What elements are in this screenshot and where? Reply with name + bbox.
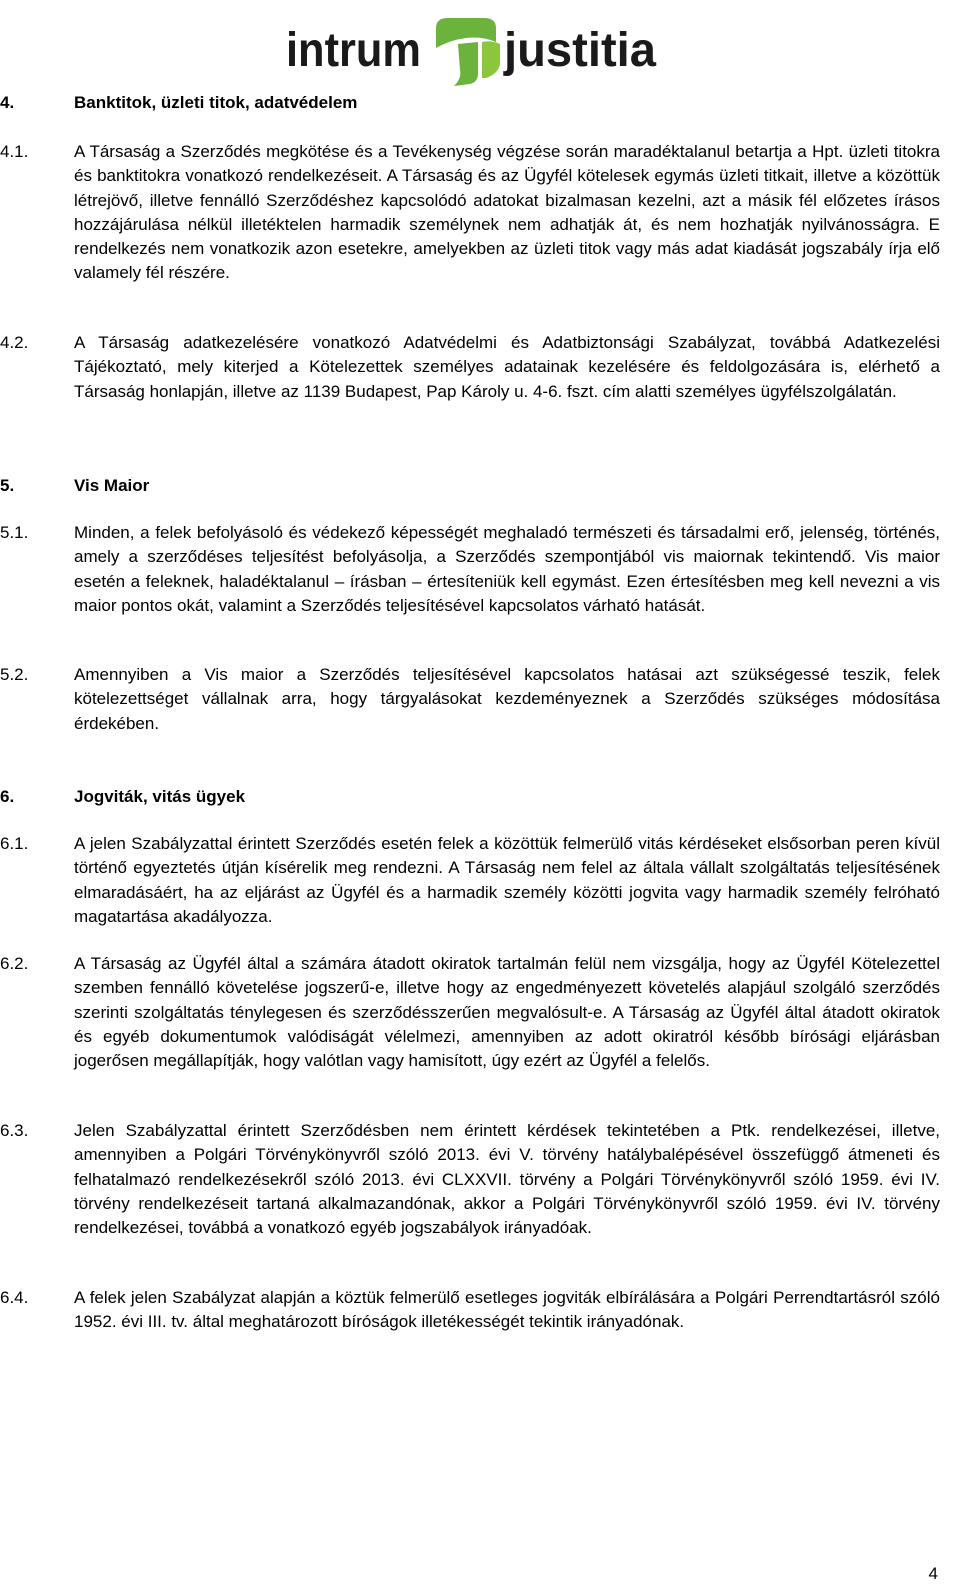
section-title: Banktitok, üzleti titok, adatvédelem xyxy=(74,93,358,112)
paragraph-number: 6.3. xyxy=(0,1121,29,1140)
section-number: 5. xyxy=(0,476,15,495)
paragraph-text: Jelen Szabályzattal érintett Szerződésben nem érintett kérdések tekintetében a Ptk. rendelkezései, illetve, amennyiben a Polgári Törvénykönyvről szóló 2013. évi V. törvény hatálybalépésével összefüggő átmeneti és felhatalmazó rendelkezésekről szóló 2013. évi CLXXVII. törvény a Polgári Törvénykönyvről szóló 1959. évi IV. törvény rendelkezéseit tartaná alkalmazandónak, akkor a Polgári Törvénykönyvről szóló 1959. évi IV. törvény rendelkezései, továbbá a vonatkozó egyéb jogszabályok irányadóak. xyxy=(74,1121,940,1238)
paragraph-number: 6.2. xyxy=(0,954,29,973)
paragraph-text: A Társaság adatkezelésére vonatkozó Adatvédelmi és Adatbiztonsági Szabályzat, továbbá Adatkezelési Tájékoztató, mely kiterjed a Kötelezettek személyes adatainak kezelésére és feldolgozására is, elérhető a Társaság honlapján, illetve az 1139 Budapest, Pap Károly u. 4-6. fszt. cím alatti személyes ügyfélszolgálatán. xyxy=(74,333,940,401)
section-heading xyxy=(0,785,245,809)
paragraph-number: 5.1. xyxy=(0,523,29,542)
logo-emblem-icon xyxy=(436,18,500,86)
paragraph-text: A felek jelen Szabályzat alapján a köztük felmerülő esetleges jogviták elbírálására a Polgári Perrendtartásról szóló 1952. évi III. tv. által meghatározott bíróságok illetékességét tekintik irányadónak. xyxy=(74,1288,940,1332)
section-heading xyxy=(0,91,357,115)
paragraph xyxy=(0,140,940,286)
paragraph-number: 4.1. xyxy=(0,142,29,161)
logo-word-right: justitia xyxy=(503,24,657,77)
section-number: 6. xyxy=(0,787,15,806)
paragraph xyxy=(0,952,940,1073)
section-number: 4. xyxy=(0,93,15,112)
paragraph-text: Amennyiben a Vis maior a Szerződés teljesítésével kapcsolatos hatásai azt szükségessé teszik, felek kötelezettséget vállalnak arra, hogy tárgyalásokat kezdeményeznek a Szerződés szükséges módosítása érdekében. xyxy=(74,665,940,733)
paragraph-text: A Társaság a Szerződés megkötése és a Tevékenység végzése során maradéktalanul betartja a Hpt. üzleti titokra és banktitokra vonatkozó rendelkezéseit. A Társaság és az Ügyfél kötelesek egymás üzleti titkait, illetve a közöttük létrejövő, illetve fennálló Szerződéshez kapcsolódó adatokat bizalmasan kezelni, azt a másik fél előzetes írásos hozzájárulása nélkül illetéktelen harmadik személynek nem adhatják át, és nem hozhatják nyilvánosságra. E rendelkezés nem vonatkozik azon esetekre, amelyekben az üzleti titok vagy más adat kiadását jogszabály írja elő valamely fél részére. xyxy=(74,142,940,283)
section-title: Jogviták, vitás ügyek xyxy=(74,787,246,806)
page-number: 4 xyxy=(928,1564,938,1583)
paragraph-number: 6.1. xyxy=(0,834,29,853)
paragraph-text: A Társaság az Ügyfél által a számára átadott okiratok tartalmán felül nem vizsgálja, hogy az Ügyfél Kötelezettel szemben fennálló követelése jogszerű-e, illetve hogy az engedményezett követelés alapjául szolgáló szerződés szerinti szolgáltatás ténylegesen és szerződésszerűen megvalósult-e. A Társaság az Ügyfél által átadott okiratok és egyéb dokumentumok valódiságát vélelmezi, amennyiben az adott okiratról később bírósági eljárásban jogerősen megállapítják, hogy valótlan vagy hamisított, úgy ezért az Ügyfél a felelős. xyxy=(74,954,940,1071)
intrum-justitia-logo xyxy=(286,8,658,92)
paragraph-number: 4.2. xyxy=(0,333,29,352)
paragraph-text: A jelen Szabályzattal érintett Szerződés esetén felek a közöttük felmerülő vitás kérdéseket elsősorban peren kívül történő egyeztetés útján kísérelik meg rendezni. A Társaság nem felel az általa vállalt szolgáltatás teljesítésének elmaradásáért, ha az eljárást az Ügyfél és a harmadik személy közötti jogvita vagy harmadik személy felróható magatartása akadályozza. xyxy=(74,834,940,926)
section-title: Vis Maior xyxy=(74,476,150,495)
paragraph-text: Minden, a felek befolyásoló és védekező képességét meghaladó természeti és társadalmi erő, jelenség, történés, amely a szerződéses teljesítést befolyásolja, a Szerződés szempontjából vis maiornak tekintendő. Vis maior esetén a feleknek, haladéktalanul – írásban – értesíteniük kell egymást. Ezen értesítésben meg kell nevezni a vis maior pontos okát, valamint a Szerződés teljesítésével kapcsolatos várható hatását. xyxy=(74,523,940,615)
paragraph xyxy=(0,832,940,929)
paragraph-number: 5.2. xyxy=(0,665,29,684)
paragraph xyxy=(0,331,940,404)
section-heading xyxy=(0,474,149,498)
logo-word-left: intrum xyxy=(286,24,421,77)
paragraph xyxy=(0,663,940,736)
paragraph xyxy=(0,1286,940,1335)
paragraph xyxy=(0,521,940,618)
paragraph xyxy=(0,1119,940,1240)
paragraph-number: 6.4. xyxy=(0,1288,29,1307)
logo-graphic xyxy=(286,8,658,92)
